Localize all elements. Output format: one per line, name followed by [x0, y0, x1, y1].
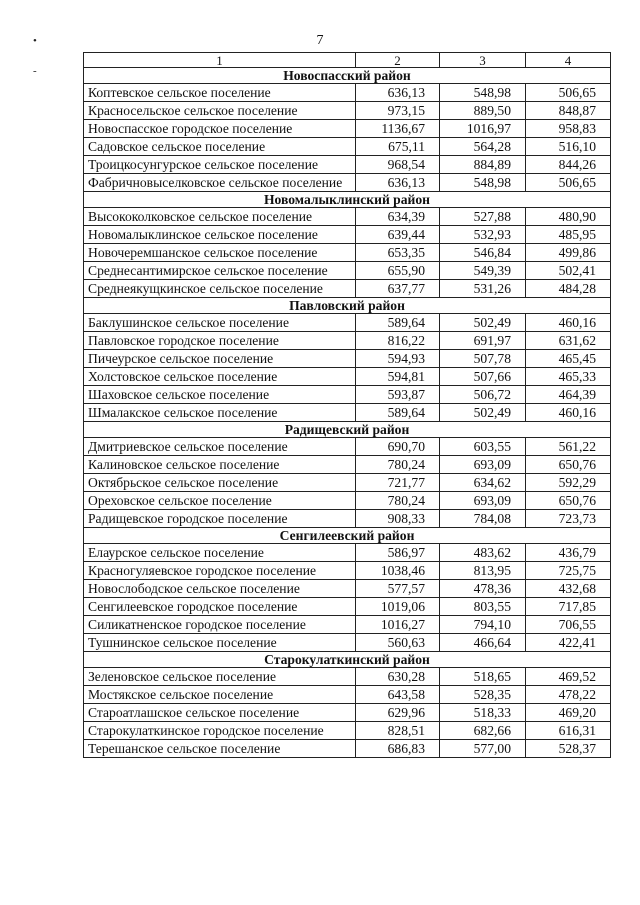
table-row — [84, 544, 611, 562]
value-col-3: 506,72 — [440, 386, 526, 404]
value-col-2: 675,11 — [356, 138, 440, 156]
settlement-name: Калиновское сельское поселение — [84, 456, 356, 474]
value-col-2: 816,22 — [356, 332, 440, 350]
settlement-name: Ореховское сельское поселение — [84, 492, 356, 510]
value-col-2: 908,33 — [356, 510, 440, 528]
value-col-2: 780,24 — [356, 456, 440, 474]
value-col-2: 653,35 — [356, 244, 440, 262]
settlement-name: Мостякское сельское поселение — [84, 686, 356, 704]
value-col-4: 616,31 — [526, 722, 611, 740]
value-col-3: 564,28 — [440, 138, 526, 156]
value-col-4: 465,45 — [526, 350, 611, 368]
value-col-3: 693,09 — [440, 492, 526, 510]
value-col-2: 973,15 — [356, 102, 440, 120]
settlement-name: Баклушинское сельское поселение — [84, 314, 356, 332]
district-name: Павловский район — [84, 298, 611, 314]
settlement-name: Зеленовское сельское поселение — [84, 668, 356, 686]
value-col-4: 460,16 — [526, 404, 611, 422]
value-col-3: 546,84 — [440, 244, 526, 262]
column-header-2: 2 — [356, 53, 440, 68]
value-col-3: 466,64 — [440, 634, 526, 652]
value-col-3: 884,89 — [440, 156, 526, 174]
settlement-name: Среднесантимирское сельское поселение — [84, 262, 356, 280]
value-col-2: 630,28 — [356, 668, 440, 686]
table-row — [84, 686, 611, 704]
value-col-3: 532,93 — [440, 226, 526, 244]
value-col-3: 528,35 — [440, 686, 526, 704]
table-row — [84, 492, 611, 510]
settlement-name: Новоспасское городское поселение — [84, 120, 356, 138]
table-row — [84, 262, 611, 280]
value-col-4: 723,73 — [526, 510, 611, 528]
margin-mark-dot: • — [33, 35, 37, 47]
table-row — [84, 120, 611, 138]
district-header-row — [84, 652, 611, 668]
table-row — [84, 634, 611, 652]
value-col-3: 483,62 — [440, 544, 526, 562]
table-row — [84, 102, 611, 120]
value-col-4: 485,95 — [526, 226, 611, 244]
district-header-row — [84, 528, 611, 544]
value-col-4: 506,65 — [526, 84, 611, 102]
value-col-2: 643,58 — [356, 686, 440, 704]
value-col-4: 516,10 — [526, 138, 611, 156]
settlement-name: Новомалыклинское сельское поселение — [84, 226, 356, 244]
value-col-2: 629,96 — [356, 704, 440, 722]
value-col-3: 682,66 — [440, 722, 526, 740]
settlement-name: Троицкосунгурское сельское поселение — [84, 156, 356, 174]
value-col-4: 502,41 — [526, 262, 611, 280]
settlement-name: Октябрьское сельское поселение — [84, 474, 356, 492]
table-body — [84, 53, 611, 758]
settlement-name: Коптевское сельское поселение — [84, 84, 356, 102]
value-col-4: 499,86 — [526, 244, 611, 262]
value-col-2: 721,77 — [356, 474, 440, 492]
value-col-2: 655,90 — [356, 262, 440, 280]
settlement-name: Тушнинское сельское поселение — [84, 634, 356, 652]
value-col-4: 469,52 — [526, 668, 611, 686]
value-col-2: 690,70 — [356, 438, 440, 456]
value-col-3: 794,10 — [440, 616, 526, 634]
table-row — [84, 510, 611, 528]
table-row — [84, 138, 611, 156]
table-row — [84, 704, 611, 722]
value-col-3: 549,39 — [440, 262, 526, 280]
settlement-name: Радищевское городское поселение — [84, 510, 356, 528]
value-col-2: 594,93 — [356, 350, 440, 368]
settlement-name: Сенгилеевское городское поселение — [84, 598, 356, 616]
page-number: 7 — [316, 33, 324, 48]
district-header-row — [84, 298, 611, 314]
settlement-values-table — [83, 52, 611, 758]
settlement-name: Елаурское сельское поселение — [84, 544, 356, 562]
value-col-4: 480,90 — [526, 208, 611, 226]
value-col-4: 464,39 — [526, 386, 611, 404]
value-col-2: 636,13 — [356, 174, 440, 192]
value-col-2: 686,83 — [356, 740, 440, 758]
value-col-3: 803,55 — [440, 598, 526, 616]
settlement-name: Пичеурское сельское поселение — [84, 350, 356, 368]
column-number-header-row — [84, 53, 611, 68]
value-col-3: 784,08 — [440, 510, 526, 528]
value-col-3: 507,78 — [440, 350, 526, 368]
value-col-4: 706,55 — [526, 616, 611, 634]
value-col-3: 548,98 — [440, 84, 526, 102]
table-row — [84, 438, 611, 456]
value-col-3: 502,49 — [440, 404, 526, 422]
table-row — [84, 404, 611, 422]
value-col-2: 637,77 — [356, 280, 440, 298]
value-col-4: 958,83 — [526, 120, 611, 138]
table-row — [84, 562, 611, 580]
value-col-2: 828,51 — [356, 722, 440, 740]
value-col-4: 848,87 — [526, 102, 611, 120]
value-col-3: 548,98 — [440, 174, 526, 192]
settlement-name: Новочеремшанское сельское поселение — [84, 244, 356, 262]
value-col-4: 650,76 — [526, 456, 611, 474]
value-col-4: 422,41 — [526, 634, 611, 652]
table-row — [84, 208, 611, 226]
table-row — [84, 722, 611, 740]
table-row — [84, 668, 611, 686]
value-col-2: 1038,46 — [356, 562, 440, 580]
settlement-name: Дмитриевское сельское поселение — [84, 438, 356, 456]
value-col-3: 889,50 — [440, 102, 526, 120]
settlement-name: Красносельское сельское поселение — [84, 102, 356, 120]
table-row — [84, 226, 611, 244]
value-col-3: 507,66 — [440, 368, 526, 386]
district-name: Новомалыклинский район — [84, 192, 611, 208]
district-name: Старокулаткинский район — [84, 652, 611, 668]
value-col-2: 1019,06 — [356, 598, 440, 616]
table-row — [84, 616, 611, 634]
value-col-2: 1136,67 — [356, 120, 440, 138]
value-col-4: 650,76 — [526, 492, 611, 510]
table-row — [84, 598, 611, 616]
value-col-4: 561,22 — [526, 438, 611, 456]
value-col-2: 594,81 — [356, 368, 440, 386]
value-col-4: 436,79 — [526, 544, 611, 562]
value-col-4: 484,28 — [526, 280, 611, 298]
table-row — [84, 244, 611, 262]
value-col-2: 593,87 — [356, 386, 440, 404]
value-col-3: 531,26 — [440, 280, 526, 298]
value-col-4: 432,68 — [526, 580, 611, 598]
settlement-name: Терешанское сельское поселение — [84, 740, 356, 758]
value-col-2: 639,44 — [356, 226, 440, 244]
value-col-4: 631,62 — [526, 332, 611, 350]
value-col-2: 636,13 — [356, 84, 440, 102]
value-col-2: 968,54 — [356, 156, 440, 174]
settlement-name: Фабричновыселковское сельское поселение — [84, 174, 356, 192]
value-col-3: 518,33 — [440, 704, 526, 722]
district-header-row — [84, 68, 611, 84]
value-col-3: 603,55 — [440, 438, 526, 456]
table-row — [84, 84, 611, 102]
value-col-4: 844,26 — [526, 156, 611, 174]
settlement-name: Шмалакское сельское поселение — [84, 404, 356, 422]
settlement-name: Красногуляевское городское поселение — [84, 562, 356, 580]
settlement-name: Холстовское сельское поселение — [84, 368, 356, 386]
table-row — [84, 156, 611, 174]
table-row — [84, 580, 611, 598]
value-col-2: 1016,27 — [356, 616, 440, 634]
value-col-2: 634,39 — [356, 208, 440, 226]
value-col-2: 589,64 — [356, 404, 440, 422]
value-col-4: 465,33 — [526, 368, 611, 386]
value-col-3: 577,00 — [440, 740, 526, 758]
settlement-name: Высококолковское сельское поселение — [84, 208, 356, 226]
settlement-name: Старокулаткинское городское поселение — [84, 722, 356, 740]
district-header-row — [84, 422, 611, 438]
value-col-3: 691,97 — [440, 332, 526, 350]
table-row — [84, 456, 611, 474]
settlement-name: Садовское сельское поселение — [84, 138, 356, 156]
value-col-4: 478,22 — [526, 686, 611, 704]
value-col-4: 469,20 — [526, 704, 611, 722]
district-name: Сенгилеевский район — [84, 528, 611, 544]
value-col-4: 592,29 — [526, 474, 611, 492]
value-col-2: 586,97 — [356, 544, 440, 562]
settlement-name: Среднеякущкинское сельское поселение — [84, 280, 356, 298]
value-col-3: 634,62 — [440, 474, 526, 492]
value-col-2: 589,64 — [356, 314, 440, 332]
district-name: Радищевский район — [84, 422, 611, 438]
table-row — [84, 386, 611, 404]
column-header-4: 4 — [526, 53, 611, 68]
column-header-1: 1 — [84, 53, 356, 68]
value-col-3: 693,09 — [440, 456, 526, 474]
district-name: Новоспасский район — [84, 68, 611, 84]
value-col-3: 502,49 — [440, 314, 526, 332]
value-col-3: 527,88 — [440, 208, 526, 226]
value-col-3: 1016,97 — [440, 120, 526, 138]
value-col-4: 725,75 — [526, 562, 611, 580]
settlement-name: Шаховское сельское поселение — [84, 386, 356, 404]
value-col-3: 813,95 — [440, 562, 526, 580]
table-row — [84, 314, 611, 332]
value-col-3: 478,36 — [440, 580, 526, 598]
value-col-4: 460,16 — [526, 314, 611, 332]
margin-mark-dash: - — [33, 65, 37, 77]
table-row — [84, 332, 611, 350]
value-col-4: 506,65 — [526, 174, 611, 192]
settlement-name: Новослободское сельское поселение — [84, 580, 356, 598]
table-row — [84, 174, 611, 192]
value-col-4: 528,37 — [526, 740, 611, 758]
table-row — [84, 740, 611, 758]
table-row — [84, 350, 611, 368]
settlement-name: Павловское городское поселение — [84, 332, 356, 350]
table-row — [84, 474, 611, 492]
table-row — [84, 280, 611, 298]
value-col-2: 560,63 — [356, 634, 440, 652]
settlement-name: Силикатненское городское поселение — [84, 616, 356, 634]
value-col-3: 518,65 — [440, 668, 526, 686]
settlement-name: Староатлашское сельское поселение — [84, 704, 356, 722]
value-col-2: 780,24 — [356, 492, 440, 510]
table-row — [84, 368, 611, 386]
value-col-2: 577,57 — [356, 580, 440, 598]
value-col-4: 717,85 — [526, 598, 611, 616]
district-header-row — [84, 192, 611, 208]
column-header-3: 3 — [440, 53, 526, 68]
